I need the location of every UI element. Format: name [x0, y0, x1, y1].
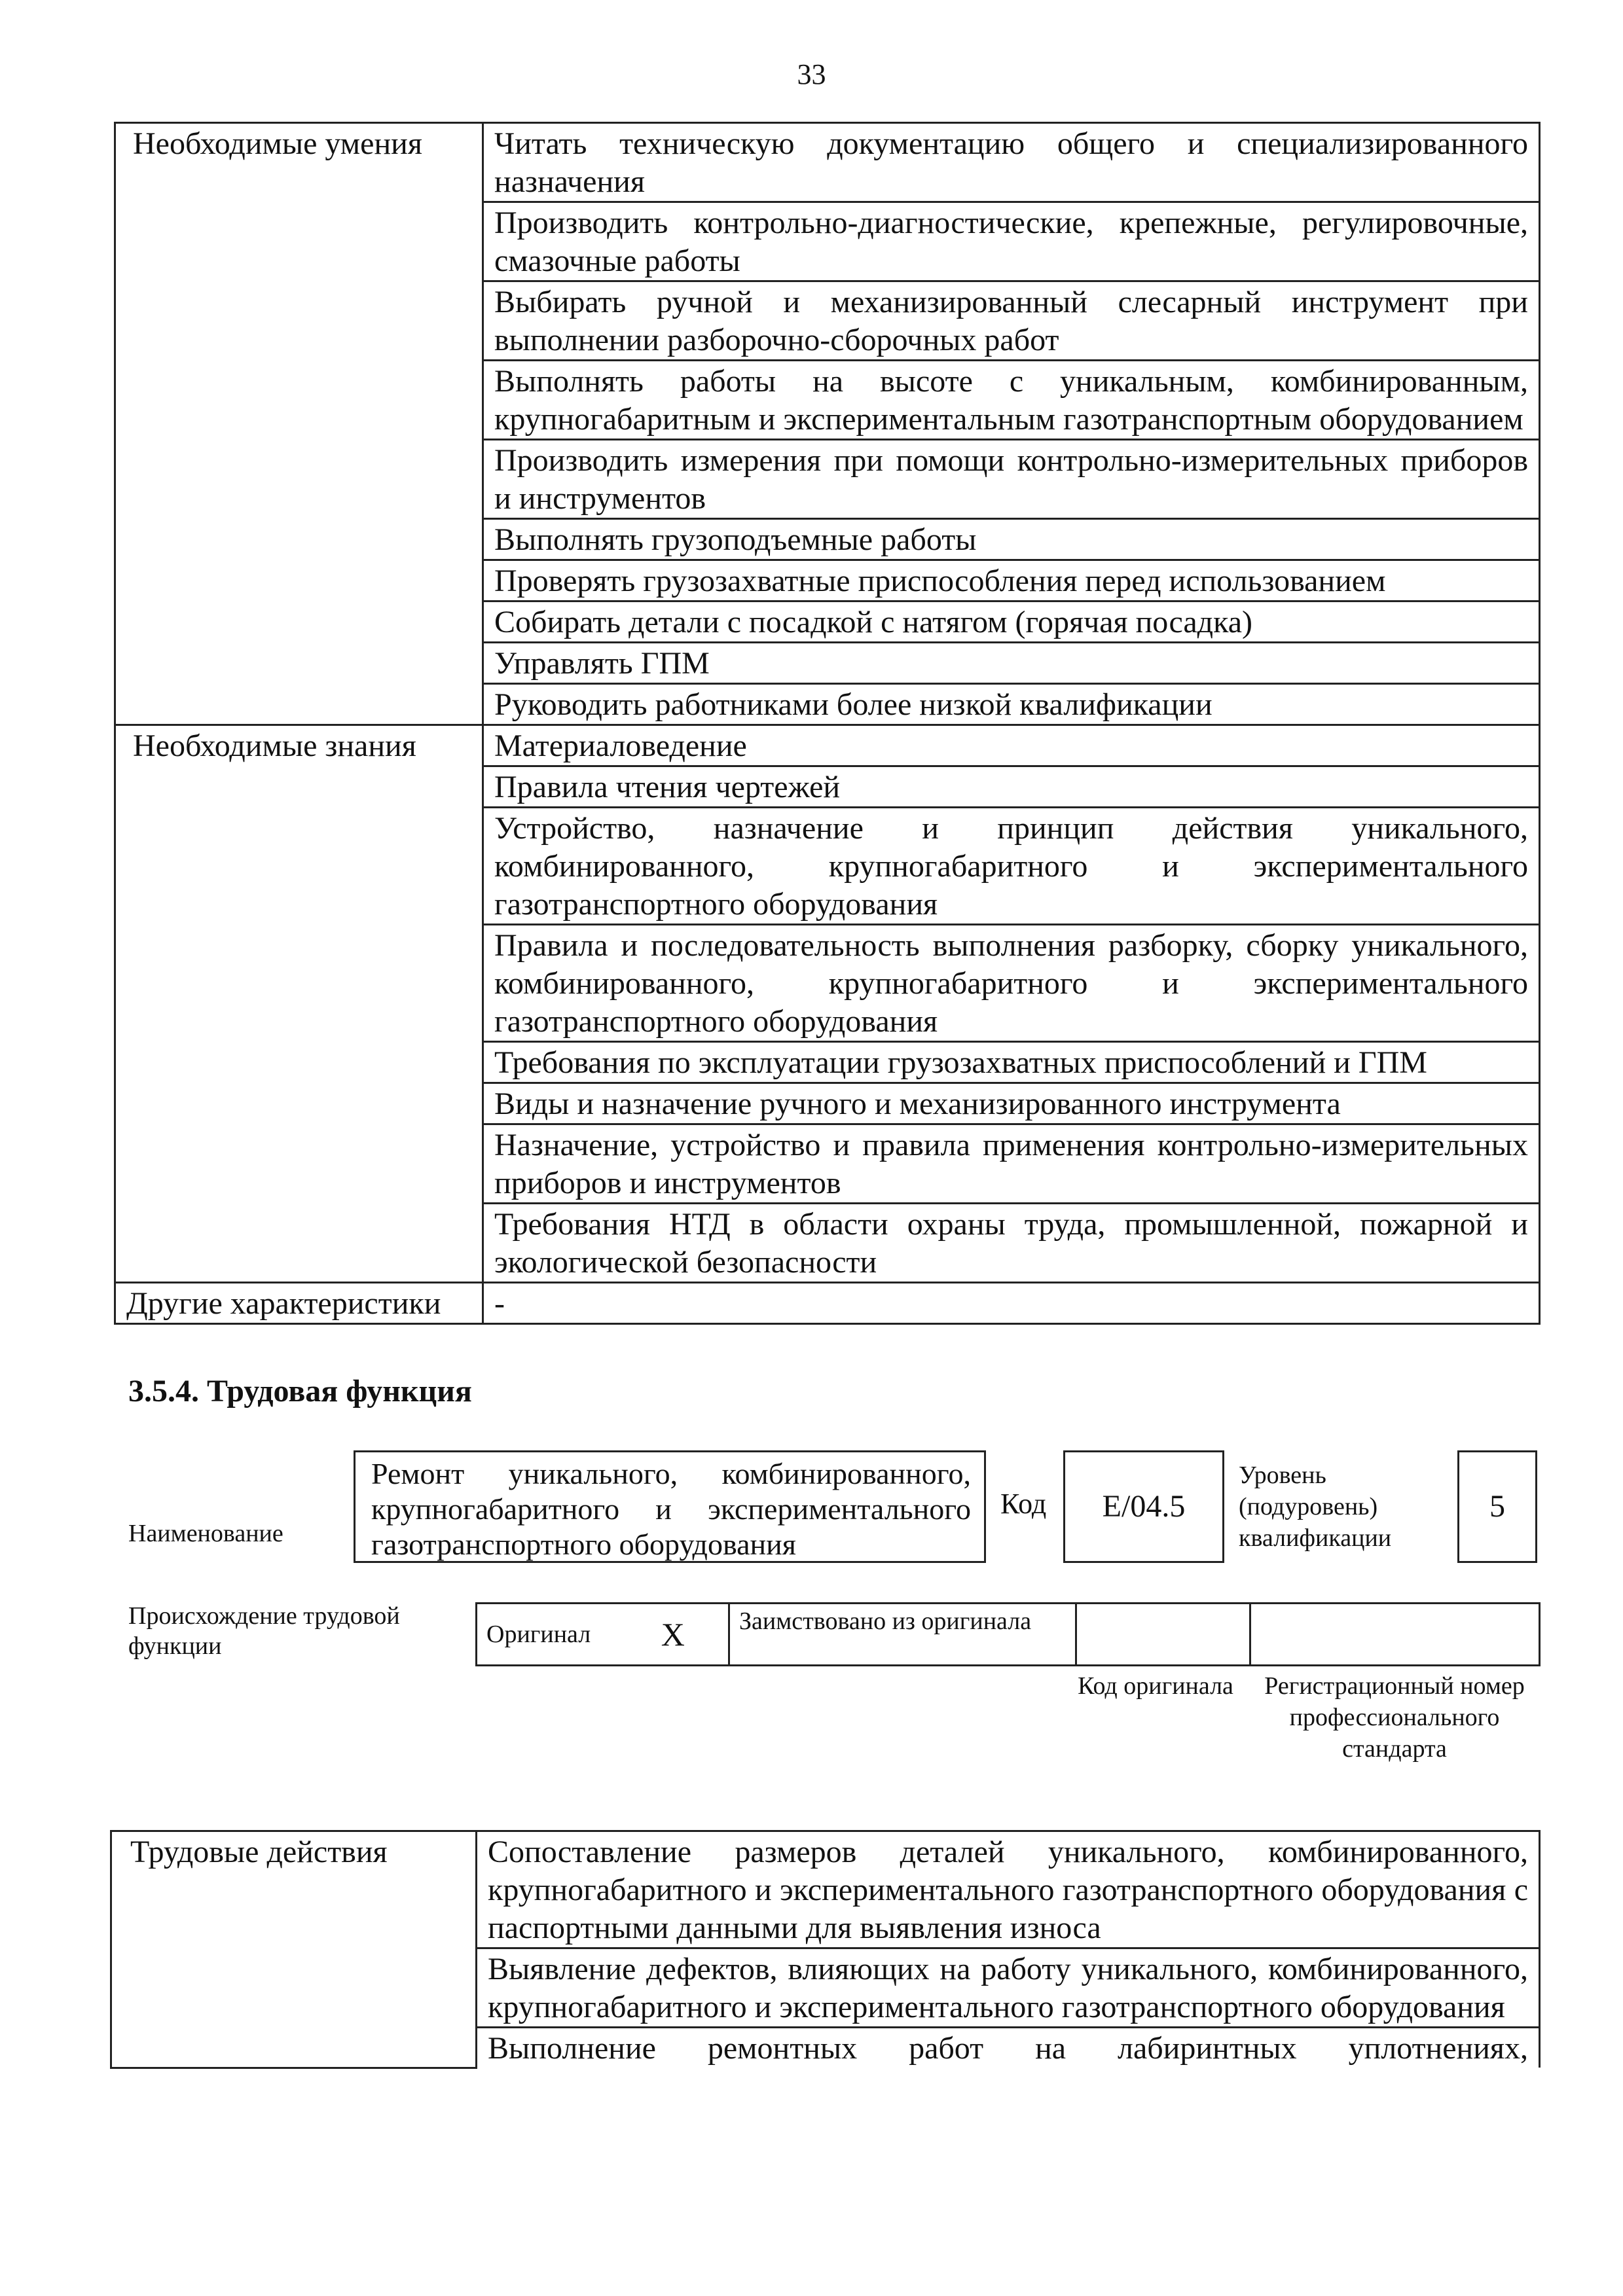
- table-row: [477, 1604, 1540, 1666]
- knowledge-item: Материаловедение: [483, 725, 1540, 766]
- labor-actions-table: [110, 1830, 1541, 2069]
- knowledge-item: Устройство, назначение и принцип действия уникального, комбинированного, крупногабаритного и экспериментального газотранспортного оборудования: [483, 808, 1540, 925]
- level-value-box: 5: [1457, 1450, 1537, 1563]
- other-characteristics-value: -: [483, 1283, 1540, 1324]
- skill-item: Производить контрольно-диагностические, крепежные, регулировочные, смазочные работы: [483, 202, 1540, 281]
- skill-item: Выполнять работы на высоте с уникальным, комбинированным, крупногабаритным и экспериментальным газотранспортным оборудованием: [483, 361, 1540, 440]
- origin-mark: X: [618, 1604, 729, 1666]
- labor-action-item: Выявление дефектов, влияющих на работу уникального, комбинированного, крупногабаритного и экспериментального газотранспортного оборудования: [477, 1948, 1540, 2028]
- skill-item: Управлять ГПМ: [483, 643, 1540, 684]
- skill-item: Читать техническую документацию общего и специализированного назначения: [483, 123, 1540, 202]
- origin-reg-number-cell: [1250, 1604, 1540, 1666]
- knowledge-item: Требования НТД в области охраны труда, промышленной, пожарной и экологической безопасности: [483, 1204, 1540, 1283]
- table-row: [115, 1283, 1540, 1324]
- origin-table: [475, 1602, 1541, 1666]
- caption-registration-number: Регистрационный номер профессионального стандарта: [1264, 1672, 1525, 1763]
- origin-original-label: Оригинал: [477, 1604, 618, 1666]
- function-name-box: Ремонт уникального, комбинированного, крупногабаритного и экспериментального газотранспортного оборудования: [354, 1450, 986, 1563]
- caption-original-code: Код оригинала: [1078, 1672, 1233, 1700]
- table-row: [111, 1831, 1540, 1948]
- labor-actions-label: Трудовые действия: [111, 1831, 477, 2068]
- skill-item: Собирать детали с посадкой с натягом (горячая посадка): [483, 601, 1540, 643]
- knowledge-item: Виды и назначение ручного и механизированного инструмента: [483, 1083, 1540, 1124]
- skill-item: Производить измерения при помощи контрольно-измерительных приборов и инструментов: [483, 440, 1540, 519]
- labor-action-item: Сопоставление размеров деталей уникального, комбинированного, крупногабаритного и экспериментального газотранспортного оборудования с паспортными данными для выявления износа: [477, 1831, 1540, 1948]
- code-label: Код: [1000, 1488, 1047, 1520]
- required-skills-label: Необходимые умения: [115, 123, 483, 725]
- table-row: [115, 123, 1540, 202]
- skill-item: Руководить работниками более низкой квалификации: [483, 684, 1540, 725]
- knowledge-item: Требования по эксплуатации грузозахватных приспособлений и ГПМ: [483, 1042, 1540, 1083]
- origin-label: Происхождение трудовой функции: [128, 1602, 400, 1660]
- required-knowledge-label: Необходимые знания: [115, 725, 483, 1283]
- skills-knowledge-table: [114, 122, 1541, 1325]
- code-value-box: E/04.5: [1063, 1450, 1224, 1563]
- table-row: [115, 725, 1540, 766]
- skill-item: Выбирать ручной и механизированный слесарный инструмент при выполнении разборочно-сборочных работ: [483, 281, 1540, 361]
- name-label: Наименование: [128, 1520, 283, 1547]
- knowledge-item: Назначение, устройство и правила применения контрольно-измерительных приборов и инструментов: [483, 1124, 1540, 1204]
- labor-action-item: Выполнение ремонтных работ на лабиринтных уплотнениях,: [477, 2028, 1540, 2068]
- level-label: Уровень (подуровень) квалификации: [1239, 1462, 1392, 1552]
- skill-item: Выполнять грузоподъемные работы: [483, 519, 1540, 560]
- knowledge-item: Правила чтения чертежей: [483, 766, 1540, 808]
- section-heading: 3.5.4. Трудовая функция: [128, 1374, 472, 1408]
- other-characteristics-label: Другие характеристики: [115, 1283, 483, 1324]
- page-number: 33: [797, 58, 826, 90]
- origin-code-cell: [1076, 1604, 1250, 1666]
- skill-item: Проверять грузозахватные приспособления перед использованием: [483, 560, 1540, 601]
- origin-borrowed-label: Заимствовано из оригинала: [729, 1604, 1076, 1666]
- knowledge-item: Правила и последовательность выполнения разборку, сборку уникального, комбинированного, крупногабаритного и экспериментального газотранспортного оборудования: [483, 925, 1540, 1042]
